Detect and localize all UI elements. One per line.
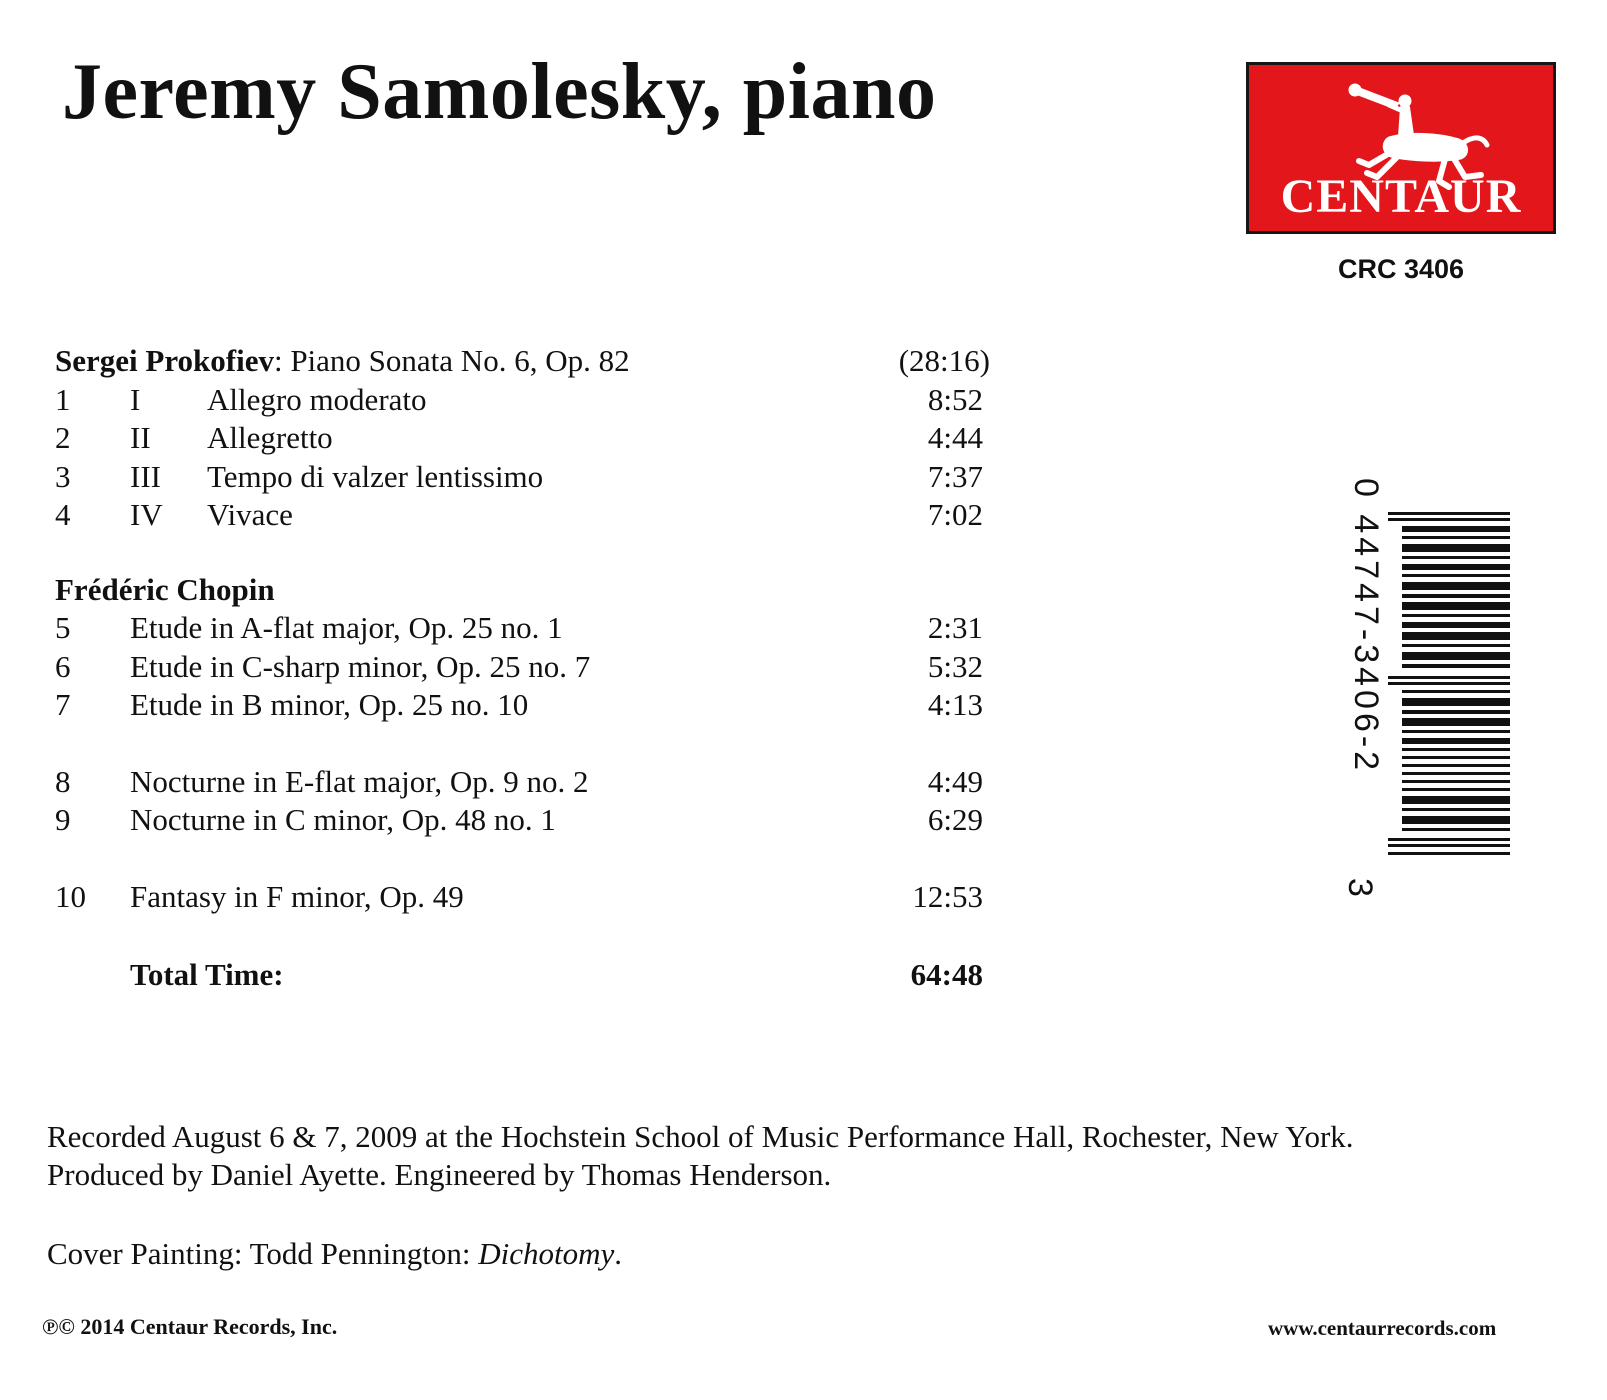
track-duration: 4:49 xyxy=(927,763,983,799)
total-time-row xyxy=(55,956,1015,995)
work-title: : Piano Sonata No. 6, Op. 82 xyxy=(273,343,630,378)
cover-credit-label: Cover Painting: Todd Pennington: xyxy=(47,1236,479,1271)
barcode-check-digit: 3 xyxy=(1340,878,1379,897)
cover-credit-end: . xyxy=(614,1236,623,1271)
track-number: 5 xyxy=(55,610,71,645)
track-number: 2 xyxy=(55,420,71,455)
track-title: Allegretto xyxy=(207,420,333,455)
track-title: Nocturne in E-flat major, Op. 9 no. 2 xyxy=(130,763,589,799)
track-number: 3 xyxy=(55,458,71,494)
track-title: Fantasy in F minor, Op. 49 xyxy=(130,878,464,914)
track-row xyxy=(55,496,1015,535)
track-title: Tempo di valzer lentissimo xyxy=(207,458,544,494)
track-row xyxy=(55,648,1015,687)
chopin-heading xyxy=(55,571,1015,610)
track-row xyxy=(55,458,1015,497)
track-title: Nocturne in C minor, Op. 48 no. 1 xyxy=(130,802,556,837)
barcode xyxy=(1340,478,1546,918)
track-duration: 4:44 xyxy=(927,420,983,455)
album-title: Jeremy Samolesky, piano xyxy=(62,48,937,136)
prokofiev-heading xyxy=(55,342,1015,381)
catalog-number: CRC 3406 xyxy=(1337,254,1465,284)
track-row xyxy=(55,419,1015,458)
work-duration: (28:16) xyxy=(898,343,990,378)
centaur-logo xyxy=(1246,62,1556,234)
track-number: 1 xyxy=(55,381,71,417)
track-row xyxy=(55,381,1015,420)
total-time-label: Total Time: xyxy=(130,957,284,992)
track-list xyxy=(55,342,1015,995)
logo-wordmark: CENTAUR xyxy=(1280,170,1522,223)
track-duration: 8:52 xyxy=(927,381,983,417)
track-duration: 7:02 xyxy=(927,497,983,532)
track-row xyxy=(55,609,1015,648)
barcode-bars xyxy=(1388,512,1510,864)
track-number: 8 xyxy=(55,763,71,799)
recording-credits: Recorded August 6 & 7, 2009 at the Hochstein School of Music Performance Hall, Rochester, New York. Produced by Daniel Ayette. Engineered by Thomas Henderson. xyxy=(47,1119,1354,1192)
cover-painting-title: Dichotomy xyxy=(478,1236,615,1271)
track-row xyxy=(55,801,1015,840)
composer-name: Sergei Prokofiev xyxy=(55,343,274,378)
composer-name: Frédéric Chopin xyxy=(55,571,275,607)
barcode-digits: 0 44747-3406-2 xyxy=(1347,478,1385,775)
track-number: 4 xyxy=(55,497,71,532)
cover-credit xyxy=(47,1236,622,1272)
track-row xyxy=(55,686,1015,725)
track-number: 7 xyxy=(55,687,71,722)
track-duration: 6:29 xyxy=(927,802,983,837)
movement-number: II xyxy=(130,420,151,455)
website-link[interactable]: www.centaurrecords.com xyxy=(1268,1316,1497,1340)
track-duration: 12:53 xyxy=(912,878,983,914)
track-title: Etude in C-sharp minor, Op. 25 no. 7 xyxy=(130,648,591,684)
track-row xyxy=(55,763,1015,802)
track-title: Vivace xyxy=(207,497,293,532)
copyright-notice: ℗© 2014 Centaur Records, Inc. xyxy=(42,1314,338,1339)
track-title: Etude in A-flat major, Op. 25 no. 1 xyxy=(130,610,563,645)
track-number: 9 xyxy=(55,802,71,837)
track-number: 10 xyxy=(55,878,86,914)
movement-number: IV xyxy=(130,497,163,532)
track-duration: 7:37 xyxy=(927,458,983,494)
track-duration: 5:32 xyxy=(927,648,983,684)
track-title: Etude in B minor, Op. 25 no. 10 xyxy=(130,687,529,722)
movement-number: I xyxy=(130,381,141,417)
track-row xyxy=(55,878,1015,917)
track-title: Allegro moderato xyxy=(207,381,427,417)
total-time-value: 64:48 xyxy=(910,957,983,992)
track-duration: 4:13 xyxy=(927,687,983,722)
movement-number: III xyxy=(130,458,161,494)
track-duration: 2:31 xyxy=(927,610,983,645)
track-number: 6 xyxy=(55,648,71,684)
